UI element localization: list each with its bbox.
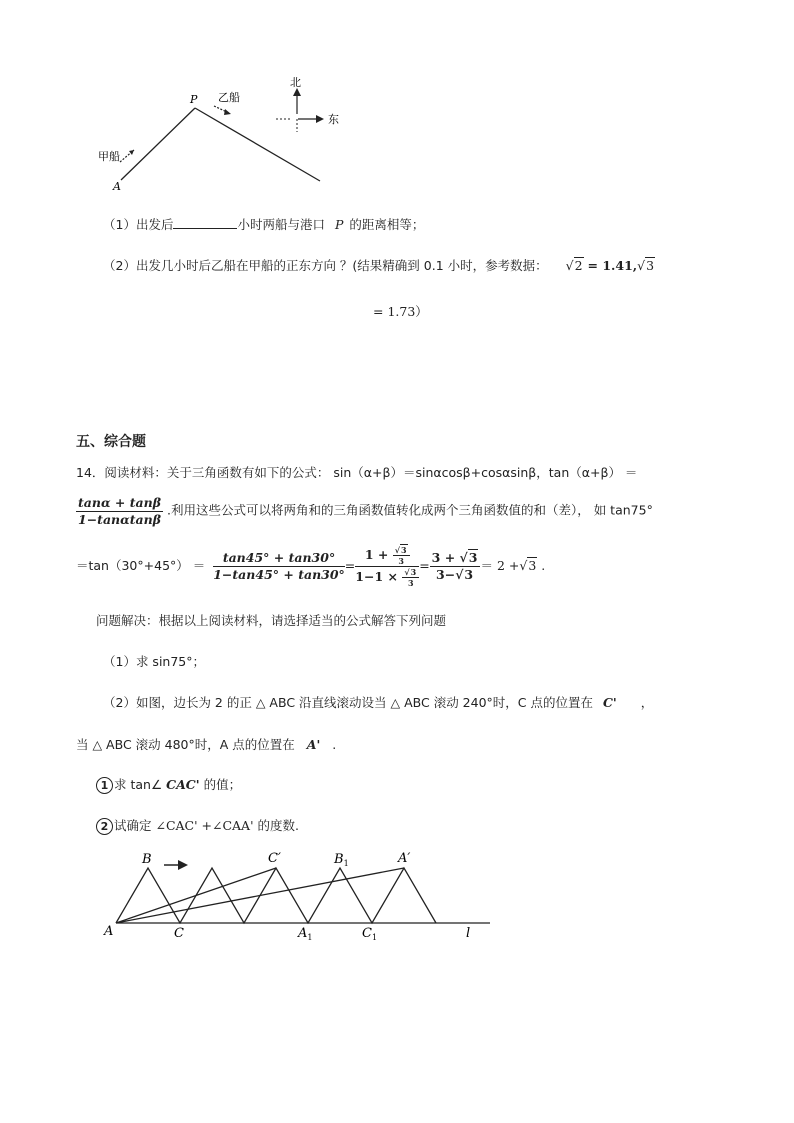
section-title: 五、综合题 bbox=[76, 434, 146, 450]
roll-direction-arrow bbox=[164, 860, 188, 870]
subquestion-2: 2 试确定 ∠CAC' +∠CAA' 的度数. bbox=[96, 816, 299, 835]
label-C: C bbox=[174, 926, 184, 941]
label-B: B bbox=[142, 852, 152, 867]
label-north: 北 bbox=[290, 76, 301, 89]
label-C1: $C_1$ bbox=[362, 926, 378, 942]
label-l: l bbox=[466, 926, 471, 941]
circled-number-2: 2 bbox=[96, 818, 113, 835]
subquestion-1: 1 求 tan∠ CAC' 的值； bbox=[96, 775, 241, 794]
fraction-1: $\frac{\tan 45^\circ + \tan 30^\circ}{1-\tan 45^\circ + \tan 30^\circ}$ bbox=[213, 550, 345, 582]
compass-rose bbox=[276, 88, 324, 132]
label-yi-ship: 乙船 bbox=[218, 91, 240, 104]
part-1: （1）求 sin75°； bbox=[103, 654, 205, 669]
fraction-2: 1 + $\frac{√3}{3}$ 1−1 × $\frac{√3}{3}$ bbox=[355, 545, 419, 588]
route-A-to-P bbox=[121, 108, 195, 180]
label-A: A bbox=[113, 180, 121, 193]
problem-14-line3: ＝tan（30°+45°） ＝ $\frac{\tan 45^\circ + \tan 30^\circ}{1-\tan 45^\circ + \tan 30^\circ}$ = 1 + $\frac{√3}{3}$ 1−1 × $\frac{√3}{3}$ = $\frac{3 + √3}{3-√3}$ ＝ 2 +√3 . bbox=[76, 545, 546, 588]
part-2-line2: 当 △ ABC 滚动 480°时，A 点的位置在 A' . bbox=[76, 737, 337, 752]
label-C-prime: C′ bbox=[268, 851, 281, 866]
problem-14-line1: 14．阅读材料：关于三角函数有如下的公式： sin（α+β）＝sinαcosβ+cosαsinβ，tan（α+β） ＝ bbox=[76, 465, 638, 480]
rolling-triangle-diagram bbox=[100, 848, 500, 948]
problem-14-line2: $\frac{\tan\alpha + \tan\beta}{1-\tan\alpha\tan\beta}$ .利用这些公式可以将两角和的三角函数值转化成两个三角函数值的和（差）， 如 tan75° bbox=[78, 495, 653, 527]
label-A: A bbox=[104, 924, 114, 939]
label-east: 东 bbox=[328, 113, 339, 126]
label-P: P bbox=[190, 93, 198, 106]
circled-number-1: 1 bbox=[96, 777, 113, 794]
segment-A-Cprime bbox=[116, 868, 276, 923]
segment-A-Aprime bbox=[116, 868, 404, 923]
label-A-prime: A′ bbox=[398, 851, 411, 866]
question-2-continued: = 1.73） bbox=[373, 304, 428, 319]
problem-intro: 问题解决：根据以上阅读材料，请选择适当的公式解答下列问题 bbox=[96, 613, 447, 628]
yi-ship-arrow bbox=[214, 106, 231, 115]
triangle-zigzag bbox=[116, 868, 436, 923]
question-1: （1）出发后 小时两船与港口 P 的距离相等； bbox=[103, 217, 425, 232]
label-jia-ship: 甲船 bbox=[98, 150, 120, 163]
answer-blank[interactable] bbox=[173, 216, 237, 229]
part-2-line1: （2）如图，边长为 2 的正 △ ABC 沿直线滚动设当 △ ABC 滚动 240°时，C 点的位置在 C' ， bbox=[103, 695, 654, 710]
label-A1: $A_1$ bbox=[298, 926, 313, 942]
tan-sum-formula: $\frac{\tan\alpha + \tan\beta}{1-\tan\alpha\tan\beta}$ bbox=[78, 495, 162, 527]
label-B1: $B_1$ bbox=[334, 852, 349, 868]
jia-ship-arrow bbox=[120, 150, 134, 162]
fraction-3: $\frac{3 + √3}{3-√3}$ bbox=[430, 550, 481, 582]
ship-route-diagram bbox=[90, 72, 360, 197]
question-2: （2）出发几小时后乙船在甲船的正东方向 ？(结果精确到 0.1 小时，参考数据： √2 = 1.41,√3 bbox=[103, 258, 655, 273]
